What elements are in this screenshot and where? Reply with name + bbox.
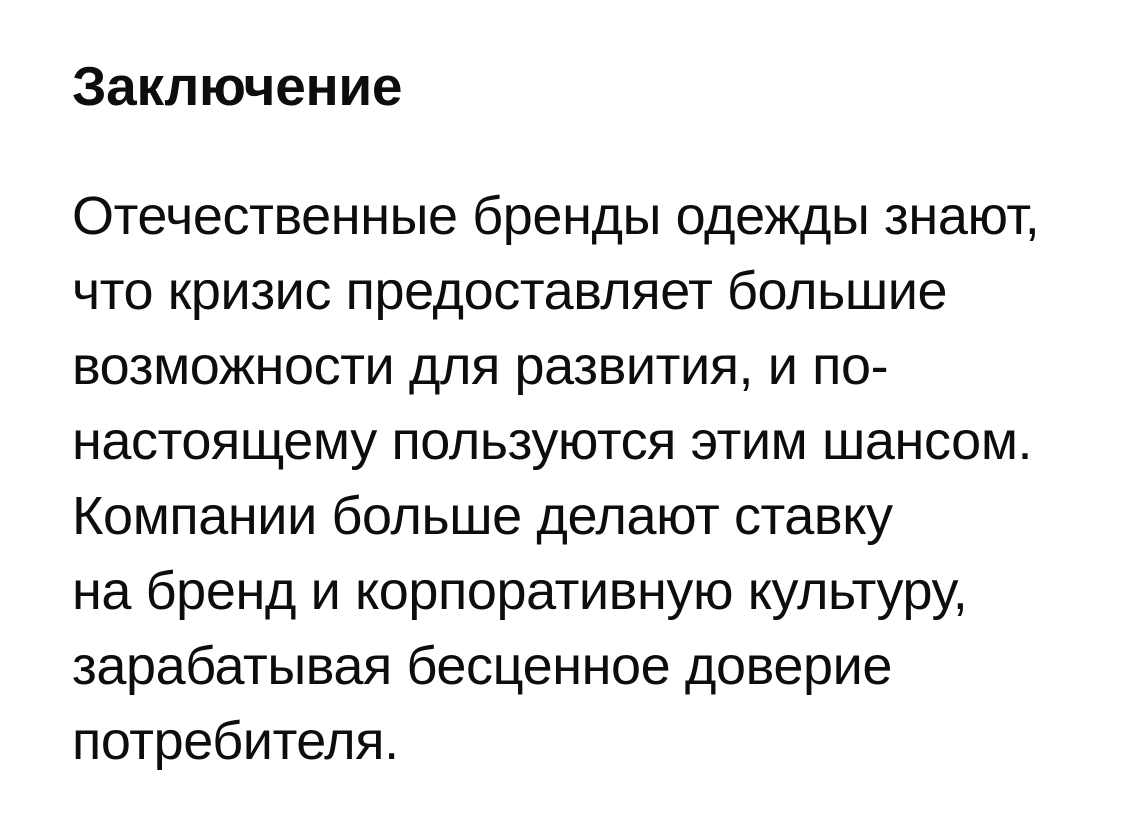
section-heading: Заключение xyxy=(72,55,403,117)
paragraph-line-5: Компании больше делают ставку xyxy=(72,486,893,546)
paragraph-line-4: настоящему пользуются этим шансом. xyxy=(72,411,1033,471)
paragraph-line-3: возможности для развития, и по- xyxy=(72,336,889,396)
paragraph-line-7: зарабатывая бесценное доверие xyxy=(72,636,892,696)
paragraph-line-8: потребителя. xyxy=(72,711,399,771)
body-paragraph xyxy=(72,179,1084,779)
paragraph-line-2: что кризис предоставляет большие xyxy=(72,261,948,321)
paragraph-line-1: Отечественные бренды одежды знают, xyxy=(72,186,1040,246)
paragraph-line-6: на бренд и корпоративную культуру, xyxy=(72,561,968,621)
